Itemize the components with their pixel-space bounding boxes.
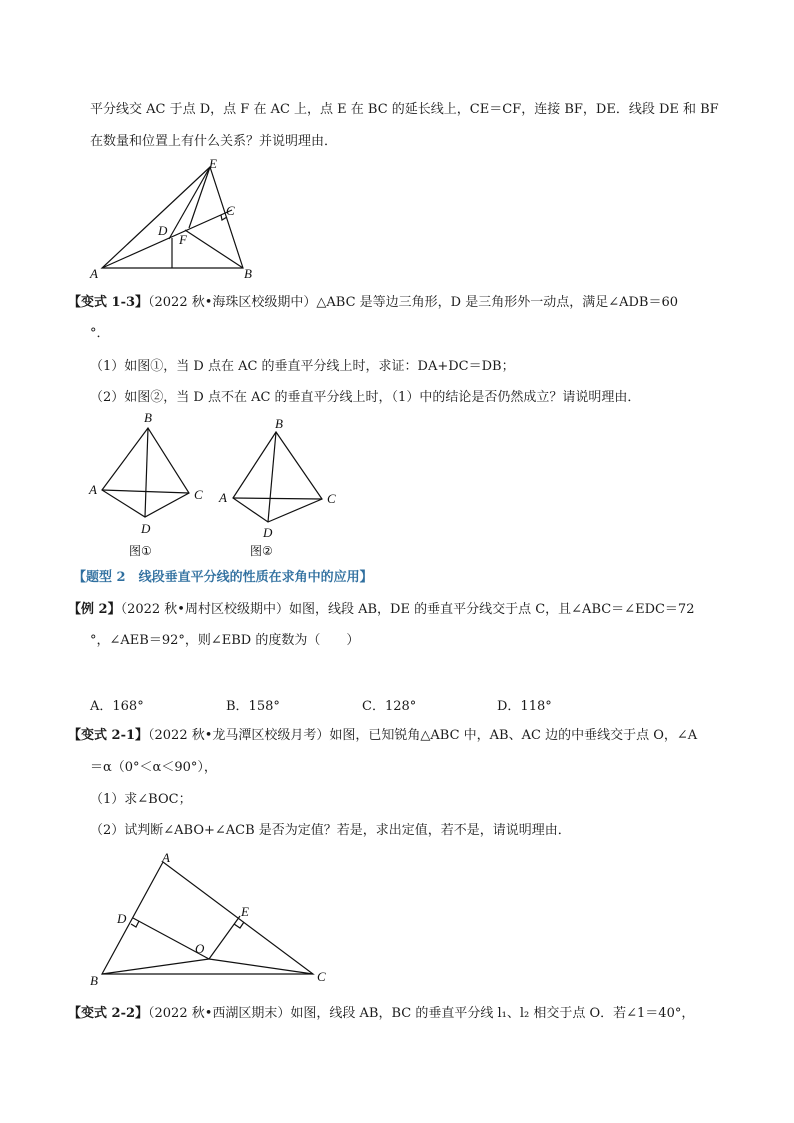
point-label-E: E (209, 156, 217, 171)
point-label-A: A (162, 850, 170, 865)
section-heading: 【题型 2 线段垂直平分线的性质在求角中的应用】 (73, 570, 373, 585)
example-text: （2022 秋•周村区校级期中）如图，线段 AB，DE 的垂直平分线交于点 C，且∠ABC＝∠EDC＝72 (120, 602, 695, 617)
geometry-figure-3 (215, 410, 345, 560)
option-b[interactable]: B．158° (226, 699, 280, 714)
point-label-A: A (89, 482, 97, 497)
option-a[interactable]: A．168° (90, 699, 144, 714)
question-1: （1）求∠BOC； (90, 792, 192, 807)
problem-text-line: 在数量和位置上有什么关系？并说明理由． (90, 134, 338, 149)
point-label-B: B (144, 410, 152, 425)
point-label-F: F (179, 232, 187, 247)
point-label-A: A (219, 490, 227, 505)
example-tag: 【例 2】 (68, 602, 121, 617)
geometry-figure-1 (85, 155, 265, 285)
question-2: （2）试判断∠ABO+∠ACB 是否为定值？若是，求出定值，若不是，请说明理由． (90, 823, 571, 838)
example-2-line (68, 601, 694, 619)
point-label-E: E (241, 904, 249, 919)
figure-caption: 图① (129, 544, 152, 558)
question-2: （2）如图②，当 D 点不在 AC 的垂直平分线上时，（1）中的结论是否仍然成立？请说明理由． (90, 390, 641, 405)
variant-text: （2022 秋•海珠区校级期中）△ABC 是等边三角形，D 是三角形外一动点，满足∠ADB＝60 (148, 295, 679, 310)
point-label-B: B (275, 416, 283, 431)
question-1: （1）如图①，当 D 点在 AC 的垂直平分线上时，求证：DA+DC＝DB； (90, 359, 515, 374)
example-text-line: °，∠AEB＝92°，则∠EBD 的度数为（ ） (90, 633, 360, 648)
point-label-C: C (327, 491, 336, 506)
variant-2-1-line (68, 727, 697, 745)
variant-tag: 【变式 2-1】 (68, 728, 149, 743)
variant-tag: 【变式 2-2】 (68, 1006, 149, 1021)
point-label-D: D (117, 911, 127, 926)
point-label-D: D (263, 525, 273, 540)
variant-tag: 【变式 1-3】 (68, 295, 149, 310)
variant-text: （2022 秋•西湖区期末）如图，线段 AB，BC 的垂直平分线 l₁、l₂ 相交于点 O．若∠1＝40°， (148, 1006, 695, 1021)
point-label-C: C (317, 969, 326, 984)
point-label-B: B (90, 973, 98, 988)
option-c[interactable]: C．128° (362, 699, 417, 714)
geometry-figure-2 (85, 410, 210, 560)
point-label-D: D (141, 521, 151, 536)
variant-text-line: ＝α（0°＜α＜90°）， (90, 760, 217, 775)
point-label-A: A (90, 266, 98, 281)
variant-text: （2022 秋•龙马潭区校级月考）如图，已知锐角△ABC 中，AB、AC 边的中垂线交于点 O，∠A (148, 728, 698, 743)
point-label-D: D (158, 223, 168, 238)
point-label-O: O (195, 941, 205, 956)
point-label-C: C (194, 487, 203, 502)
point-label-C: C (226, 203, 235, 218)
figure-caption: 图② (250, 544, 273, 558)
geometry-figure-4 (85, 848, 345, 993)
point-label-B: B (244, 266, 252, 281)
variant-2-2-line (68, 1005, 694, 1023)
variant-text-line: °． (90, 326, 110, 341)
variant-1-3-line (68, 294, 678, 312)
problem-text-line: 平分线交 AC 于点 D，点 F 在 AC 上，点 E 在 BC 的延长线上，CE＝CF，连接 BF，DE．线段 DE 和 BF (90, 102, 719, 117)
option-d[interactable]: D．118° (497, 699, 552, 714)
